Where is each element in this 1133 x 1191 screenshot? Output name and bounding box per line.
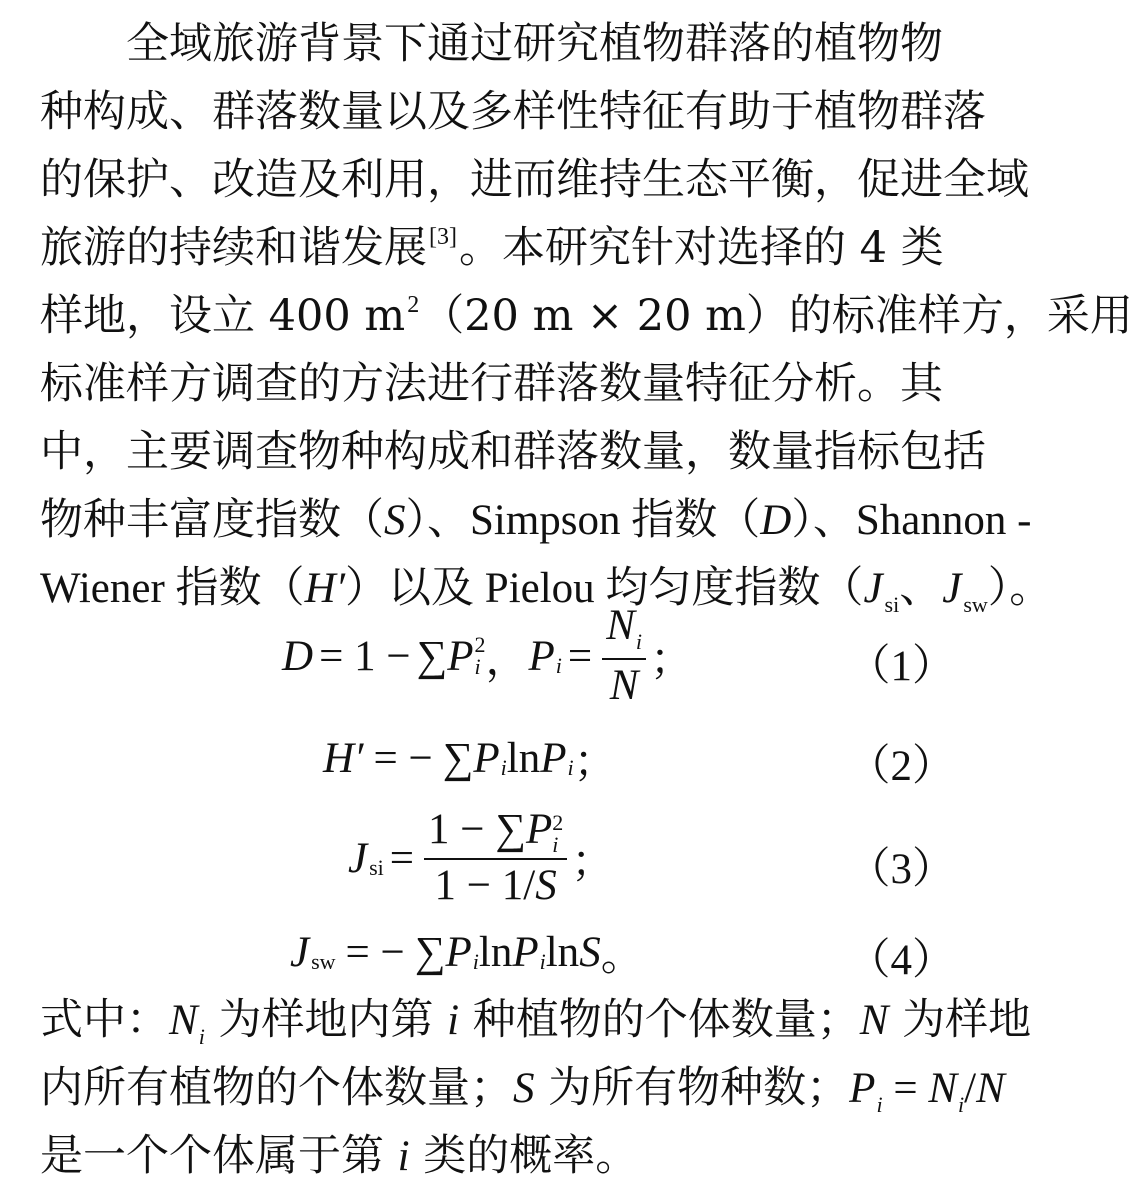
text-span: ）。: [987, 563, 1053, 613]
denominator: N: [609, 662, 639, 709]
text-span: 的保护、改造及利用，进而维持生态平衡，促进全域: [40, 155, 1029, 205]
paragraph1-line5: [40, 282, 1133, 350]
equation-number: （3）: [847, 846, 955, 893]
math-symbol: P: [447, 632, 474, 680]
math-operator: =: [567, 632, 593, 680]
sum-symbol: ∑: [414, 928, 446, 976]
punctuation: ；: [650, 636, 693, 684]
math-operator: = −: [345, 928, 405, 976]
subscript: sw: [963, 592, 988, 617]
punctuation: ；: [573, 738, 617, 786]
subscript: i: [539, 949, 546, 974]
subscript: i: [555, 653, 562, 678]
math-symbol: H′: [323, 734, 364, 782]
text-span: 为样地内第: [204, 995, 448, 1045]
paragraph1-line6: [40, 350, 995, 418]
sub-sup: [475, 634, 486, 678]
text-span: ）、Simpson 指数（: [405, 497, 761, 544]
text-span: 是一个个体属于第: [40, 1131, 398, 1181]
subscript: si: [884, 592, 900, 617]
equation-number: （2）: [847, 743, 955, 790]
math-symbol: S: [513, 1065, 535, 1112]
text-span: 式中：: [40, 995, 169, 1045]
equation-2-body: [323, 728, 617, 788]
math-symbol: P: [512, 928, 539, 976]
equation-number: （1）: [847, 643, 955, 690]
paper-page: [40, 10, 1133, 622]
math-symbol: i: [447, 997, 460, 1044]
math-symbol: D: [282, 632, 314, 680]
paragraph2-line2: [40, 1054, 1005, 1122]
math-function: ln: [545, 928, 580, 976]
math-operator: =: [389, 834, 415, 882]
equation-3-body: [348, 805, 614, 911]
subscript: i: [472, 949, 479, 974]
subscript: i: [198, 1024, 205, 1049]
fraction: [602, 602, 646, 710]
punctuation: ；: [571, 838, 615, 886]
math-symbol: H′: [304, 565, 346, 612]
math-symbol: D: [760, 497, 792, 544]
numerator: [424, 806, 567, 859]
text-span: ）以及 Pielou 均匀度指数（: [345, 565, 864, 612]
subscript: i: [958, 1092, 965, 1117]
paragraph2-line1: [40, 986, 1032, 1054]
text-span: Wiener 指数（: [40, 565, 305, 612]
equation-1-body: [282, 602, 693, 709]
equation-3: [0, 805, 955, 911]
text-span: 全域旅游背景下通过研究植物群落的植物物: [126, 19, 943, 69]
text-span: 为所有物种数；: [534, 1063, 850, 1113]
subscript: i: [552, 831, 559, 857]
math-symbol: S: [579, 928, 601, 976]
text-span: 类的概率。: [409, 1131, 639, 1181]
math-symbol: P: [849, 1065, 876, 1112]
math-symbol: N: [928, 1065, 958, 1112]
sum-symbol: ∑: [416, 632, 448, 680]
text-span: 标准样方调查的方法进行群落数量特征分析。其: [40, 359, 943, 409]
math-text: 1 −: [428, 806, 485, 854]
paragraph1-line8: [40, 486, 1032, 554]
math-function: ln: [478, 928, 513, 976]
superscript: 2: [552, 809, 564, 835]
text-span: 为样地: [888, 995, 1032, 1045]
text-span: 种构成、群落数量以及多样性特征有助于植物群落: [40, 87, 986, 137]
math-operator: = 1 −: [319, 632, 411, 680]
math-symbol: J: [942, 565, 962, 612]
text-span: 样地，设立 400 m: [40, 291, 406, 341]
denominator: [431, 860, 561, 910]
math-operator: =: [882, 1065, 929, 1112]
text-span: （20 m × 20 m）的标准样方，采用: [421, 291, 1133, 341]
subscript: si: [369, 855, 384, 880]
math-symbol: i: [397, 1133, 410, 1180]
punctuation: 。: [600, 932, 644, 980]
math-symbol: N: [169, 997, 198, 1044]
paragraph1-line7: [40, 418, 995, 486]
equation-4: [0, 922, 955, 982]
math-symbol: S: [535, 861, 557, 909]
math-symbol: N: [606, 602, 635, 649]
math-symbol: S: [384, 497, 406, 544]
text-span: 旅游的持续和谐发展: [40, 223, 427, 273]
subscript: i: [567, 755, 574, 780]
definitions-paragraph: [40, 986, 1032, 1190]
math-function: ln: [506, 734, 541, 782]
math-symbol: N: [976, 1065, 1005, 1112]
fraction: [424, 806, 567, 909]
numerator: [602, 602, 646, 660]
math-symbol: P: [473, 734, 500, 782]
math-symbol: N: [859, 997, 889, 1044]
subscript: sw: [311, 949, 336, 974]
math-symbol: J: [348, 834, 368, 882]
subscript: i: [876, 1092, 883, 1117]
paragraph1-line2: [40, 78, 995, 146]
equation-number: （4）: [847, 937, 955, 984]
math-symbol: P: [528, 632, 555, 680]
paragraph1-line3: [40, 146, 1029, 214]
paragraph2-line3: [40, 1122, 995, 1190]
subscript: i: [474, 654, 481, 679]
comma: ，: [485, 636, 529, 684]
subscript: i: [500, 755, 507, 780]
text-span: 。本研究针对选择的 4 类: [458, 223, 944, 273]
math-symbol: J: [863, 565, 883, 612]
paragraph1-line1: [40, 10, 995, 78]
superscript: 2: [474, 632, 486, 657]
math-symbol: J: [290, 928, 310, 976]
citation-ref[interactable]: [3]: [429, 224, 457, 250]
text-span: 内所有植物的个体数量；: [40, 1063, 513, 1113]
equation-2: [0, 728, 955, 788]
math-text: 1 − 1/: [434, 861, 536, 909]
math-symbol: P: [445, 928, 472, 976]
text-span: 种植物的个体数量；: [459, 995, 860, 1045]
sum-symbol: ∑: [442, 734, 474, 782]
paragraph1-line4: [40, 214, 995, 282]
equation-4-body: [290, 922, 644, 982]
math-operator: = −: [373, 734, 433, 782]
subscript: i: [635, 629, 642, 654]
math-symbol: P: [540, 734, 567, 782]
superscript: 2: [407, 292, 420, 318]
text-span: ）、Shannon -: [791, 497, 1032, 544]
text-span: 物种丰富度指数（: [40, 495, 384, 545]
math-operator: /: [964, 1065, 977, 1112]
sum-symbol: ∑: [495, 806, 526, 854]
text-span: 、: [899, 563, 943, 613]
sub-sup: [552, 809, 564, 857]
text-span: 中，主要调查物种构成和群落数量，数量指标包括: [40, 427, 986, 477]
math-symbol: P: [525, 806, 553, 854]
